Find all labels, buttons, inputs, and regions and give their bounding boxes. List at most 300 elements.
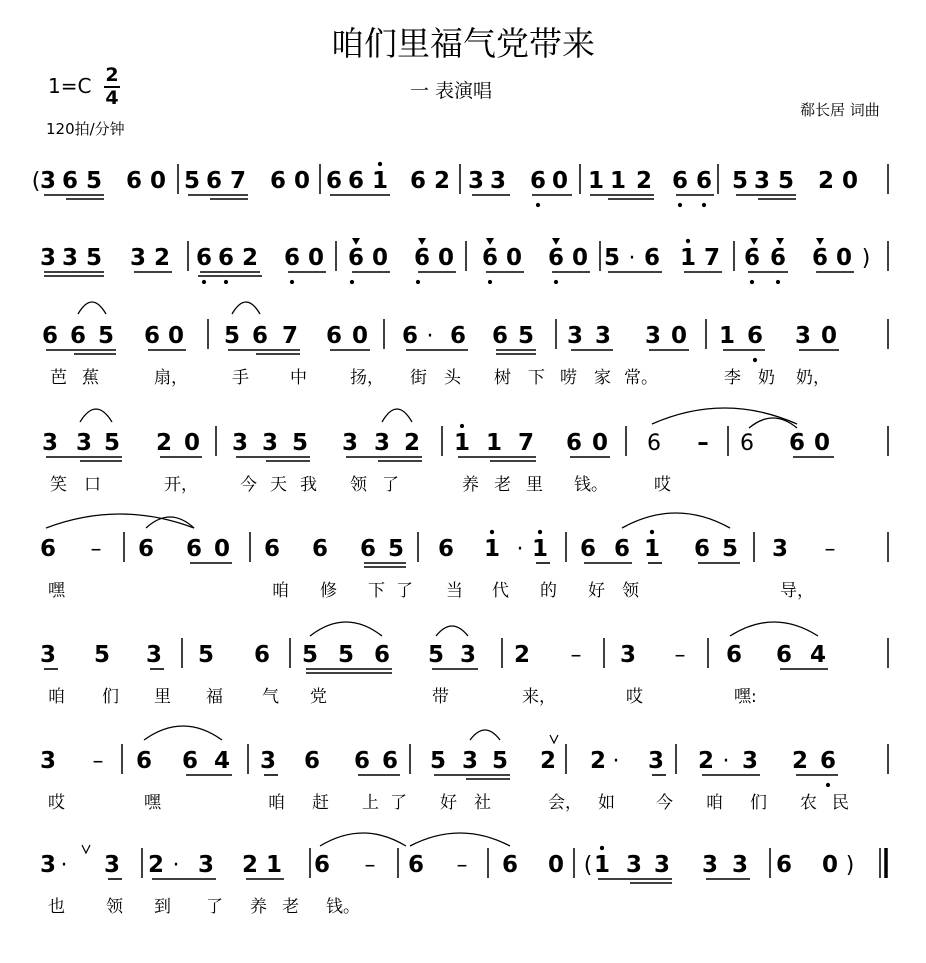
note-3-5: 0 — [167, 323, 185, 349]
note-2-2: 3 — [61, 245, 79, 271]
note-4-15: 6 — [565, 430, 583, 456]
note-2-27: 0 — [835, 245, 853, 271]
note-2-3: 5 — [85, 245, 103, 271]
lyric-4-7: 领 — [350, 475, 367, 495]
high-octave-dot — [378, 162, 382, 166]
note-8-12: – — [456, 853, 468, 878]
note-5-3: 6 — [137, 536, 155, 562]
note-1-6: 0 — [149, 168, 167, 194]
note-4-5: 0 — [183, 430, 201, 456]
note-8-15: ( — [583, 853, 593, 878]
note-6-1: 3 — [39, 642, 57, 668]
lyric-8-1: 也 — [48, 897, 65, 917]
note-5-19: 3 — [771, 536, 789, 562]
slur-arc — [144, 726, 222, 740]
lyric-8-3: 到 — [154, 897, 171, 917]
slur-arc — [46, 514, 194, 528]
note-3-7: 6 — [251, 323, 269, 349]
note-8-20: 3 — [731, 852, 749, 878]
note-8-8: 1 — [265, 852, 283, 878]
note-2-13: 6 — [413, 245, 431, 271]
lyric-3-6: 扬， — [350, 368, 384, 388]
accent-mark — [776, 238, 784, 245]
note-3-18: 3 — [644, 323, 662, 349]
note-1-5: 6 — [125, 168, 143, 194]
low-octave-dot — [536, 203, 540, 207]
note-3-3: 5 — [97, 323, 115, 349]
note-7-21: 6 — [819, 748, 837, 774]
lyric-5-8: 的 — [540, 581, 557, 601]
note-1-4: 5 — [85, 168, 103, 194]
accent-mark — [418, 238, 426, 245]
note-3-22: 3 — [794, 323, 812, 349]
note-5-8: 6 — [359, 536, 377, 562]
note-8-16: 1 — [593, 852, 611, 878]
note-8-5: · — [172, 853, 180, 878]
note-5-1: 6 — [39, 536, 57, 562]
note-1-9: 7 — [229, 168, 247, 194]
lyric-7-3: 咱 — [268, 793, 285, 813]
note-2-17: 6 — [547, 245, 565, 271]
note-1-17: 3 — [467, 168, 485, 194]
note-7-16: 3 — [647, 748, 665, 774]
lyric-4-11: 里 — [526, 475, 543, 495]
note-7-17: 2 — [697, 748, 715, 774]
lyric-3-3: 扇， — [154, 368, 188, 388]
lyric-7-5: 上 — [362, 793, 379, 813]
note-7-20: 2 — [791, 748, 809, 774]
lyric-5-9: 好 — [588, 581, 605, 601]
note-2-24: 6 — [743, 245, 761, 271]
high-octave-dot — [600, 846, 604, 850]
lyric-8-6: 老 — [282, 897, 299, 917]
note-2-19: 5 — [603, 245, 621, 271]
note-1-1: ( — [31, 169, 41, 194]
note-4-20: 6 — [788, 430, 806, 456]
lyric-7-13: 们 — [750, 793, 767, 813]
note-8-11: 6 — [407, 852, 425, 878]
note-1-29: 2 — [817, 168, 835, 194]
lyric-6-7: 带 — [432, 687, 449, 707]
lyric-7-14: 农 — [800, 793, 817, 813]
note-7-2: – — [92, 749, 104, 774]
lyric-7-11: 今 — [656, 793, 673, 813]
slur-arc — [232, 302, 260, 314]
note-2-18: 0 — [571, 245, 589, 271]
note-8-9: 6 — [313, 852, 331, 878]
lyric-6-4: 福 — [206, 687, 223, 707]
lyric-4-13: 哎 — [654, 475, 671, 495]
slur-arc — [410, 833, 510, 846]
low-octave-dot — [488, 280, 492, 284]
note-2-22: 1 — [679, 245, 697, 271]
lyric-5-1: 嘿 — [48, 581, 65, 601]
lyric-6-8: 来， — [522, 687, 556, 707]
slur-arc — [470, 730, 500, 740]
note-7-8: 6 — [353, 748, 371, 774]
note-2-12: 0 — [371, 245, 389, 271]
note-4-17: 6 — [647, 431, 661, 456]
lyric-7-10: 如 — [598, 793, 615, 813]
note-1-24: 6 — [671, 168, 689, 194]
note-7-5: 4 — [213, 748, 231, 774]
note-3-11: 6 — [401, 323, 419, 349]
note-8-23: ) — [845, 853, 855, 878]
note-2-11: 6 — [347, 245, 365, 271]
note-3-13: 6 — [449, 323, 467, 349]
note-6-6: 5 — [301, 642, 319, 668]
note-4-2: 3 — [75, 430, 93, 456]
lyric-4-10: 老 — [494, 475, 511, 495]
low-octave-dot — [416, 280, 420, 284]
note-7-10: 5 — [429, 748, 447, 774]
note-4-6: 3 — [231, 430, 249, 456]
note-6-2: 5 — [93, 642, 111, 668]
low-octave-dot — [554, 280, 558, 284]
note-5-5: 0 — [213, 536, 231, 562]
low-octave-dot — [702, 203, 706, 207]
note-3-21: 6 — [746, 323, 764, 349]
low-octave-dot — [776, 280, 780, 284]
lyric-3-7: 街 — [410, 368, 427, 388]
note-1-18: 3 — [489, 168, 507, 194]
note-4-4: 2 — [155, 430, 173, 456]
note-4-3: 5 — [103, 430, 121, 456]
note-5-13: 1 — [531, 536, 549, 562]
note-7-11: 3 — [461, 748, 479, 774]
note-4-19: 6 — [740, 431, 754, 456]
note-4-18: – — [697, 430, 709, 456]
note-5-7: 6 — [311, 536, 329, 562]
note-1-20: 0 — [551, 168, 569, 194]
note-8-13: 6 — [501, 852, 519, 878]
note-2-10: 0 — [307, 245, 325, 271]
performance-type: 一 表演唱 — [410, 80, 493, 102]
lyric-7-9: 会， — [548, 793, 582, 813]
low-octave-dot — [224, 280, 228, 284]
slur-arc — [382, 409, 412, 422]
low-octave-dot — [826, 783, 830, 787]
lyric-6-5: 气 — [262, 687, 279, 707]
note-6-5: 6 — [253, 642, 271, 668]
low-octave-dot — [750, 280, 754, 284]
slur-arc — [320, 833, 406, 846]
slur-arc — [652, 408, 797, 424]
slur-arc — [310, 622, 382, 636]
note-2-25: 6 — [769, 245, 787, 271]
lyric-3-2: 蕉 — [82, 368, 99, 388]
lyric-3-15: 奶 — [758, 368, 775, 388]
note-1-21: 1 — [587, 168, 605, 194]
lyric-5-6: 当 — [446, 581, 463, 601]
note-6-15: 6 — [725, 642, 743, 668]
note-8-7: 2 — [241, 852, 259, 878]
note-7-18: · — [722, 749, 730, 774]
lyric-5-5: 了 — [396, 581, 413, 601]
lyric-4-9: 养 — [462, 475, 479, 495]
time-signature-bottom: 4 — [105, 87, 119, 109]
note-6-14: – — [674, 643, 686, 668]
note-6-9: 5 — [427, 642, 445, 668]
lyric-3-16: 奶， — [796, 368, 830, 388]
note-5-16: 1 — [643, 536, 661, 562]
note-2-26: 6 — [811, 245, 829, 271]
key-signature: 1=C — [48, 74, 92, 98]
lyric-3-11: 唠 — [560, 368, 577, 388]
note-8-4: 2 — [147, 852, 165, 878]
note-2-1: 3 — [39, 245, 57, 271]
note-3-6: 5 — [223, 323, 241, 349]
lyric-5-2: 咱 — [272, 581, 289, 601]
lyric-7-1: 哎 — [48, 793, 65, 813]
accent-mark — [750, 238, 758, 245]
low-octave-dot — [202, 280, 206, 284]
lyric-4-12: 钱。 — [574, 475, 608, 495]
note-1-19: 6 — [529, 168, 547, 194]
note-1-15: 6 — [409, 168, 427, 194]
note-3-15: 5 — [517, 323, 535, 349]
lyric-5-3: 修 — [320, 581, 337, 601]
note-6-10: 3 — [459, 642, 477, 668]
note-3-10: 0 — [351, 323, 369, 349]
note-1-7: 5 — [183, 168, 201, 194]
high-octave-dot — [686, 239, 690, 243]
note-1-2: 3 — [39, 168, 57, 194]
lyric-3-1: 芭 — [50, 368, 67, 388]
note-1-22: 1 — [609, 168, 627, 194]
note-7-6: 3 — [259, 748, 277, 774]
note-6-7: 5 — [337, 642, 355, 668]
note-8-19: 3 — [701, 852, 719, 878]
note-7-12: 5 — [491, 748, 509, 774]
note-7-13: 2 — [539, 748, 557, 774]
note-4-8: 5 — [291, 430, 309, 456]
lyric-4-5: 天 — [270, 475, 287, 495]
lyric-3-8: 头 — [444, 368, 461, 388]
high-octave-dot — [490, 530, 494, 534]
lyric-3-10: 下 — [528, 368, 545, 388]
lyric-8-2: 领 — [106, 897, 123, 917]
note-1-23: 2 — [635, 168, 653, 194]
lyric-4-6: 我 — [300, 475, 317, 495]
note-2-23: 7 — [703, 245, 721, 271]
accent-mark — [552, 238, 560, 245]
note-2-4: 3 — [129, 245, 147, 271]
note-3-2: 6 — [69, 323, 87, 349]
lyric-8-7: 钱。 — [326, 897, 360, 917]
note-2-14: 0 — [437, 245, 455, 271]
note-3-17: 3 — [594, 323, 612, 349]
high-octave-dot — [460, 424, 464, 428]
note-4-9: 3 — [341, 430, 359, 456]
note-8-1: 3 — [39, 852, 57, 878]
lyric-3-4: 手 — [232, 368, 249, 388]
note-4-1: 3 — [41, 430, 59, 456]
note-3-1: 6 — [41, 323, 59, 349]
note-1-25: 6 — [695, 168, 713, 194]
note-5-11: 1 — [483, 536, 501, 562]
lyric-7-7: 好 — [440, 793, 457, 813]
note-3-4: 6 — [143, 323, 161, 349]
note-4-14: 7 — [517, 430, 535, 456]
lyric-3-5: 中 — [290, 368, 307, 388]
note-8-17: 3 — [625, 852, 643, 878]
note-6-4: 5 — [197, 642, 215, 668]
note-1-8: 6 — [205, 168, 223, 194]
note-6-3: 3 — [145, 642, 163, 668]
note-4-7: 3 — [261, 430, 279, 456]
lyric-5-7: 代 — [492, 581, 509, 601]
lyric-3-9: 树 — [494, 368, 511, 388]
note-1-26: 5 — [731, 168, 749, 194]
breath-mark — [550, 735, 558, 743]
song-title: 咱们里福气党带来 — [331, 24, 595, 63]
note-5-12: · — [516, 537, 524, 562]
note-8-22: 0 — [821, 852, 839, 878]
note-1-28: 5 — [777, 168, 795, 194]
note-5-2: – — [90, 537, 102, 562]
note-1-10: 6 — [269, 168, 287, 194]
note-8-2: · — [60, 853, 68, 878]
note-5-14: 6 — [579, 536, 597, 562]
low-octave-dot — [678, 203, 682, 207]
note-5-6: 6 — [263, 536, 281, 562]
lyric-7-2: 嘿 — [144, 793, 161, 813]
note-1-27: 3 — [753, 168, 771, 194]
lyric-7-8: 社 — [474, 793, 491, 813]
low-octave-dot — [350, 280, 354, 284]
note-1-16: 2 — [433, 168, 451, 194]
lyric-7-6: 了 — [390, 793, 407, 813]
note-7-9: 6 — [381, 748, 399, 774]
note-4-10: 3 — [373, 430, 391, 456]
slur-arc — [622, 513, 730, 528]
note-5-10: 6 — [437, 536, 455, 562]
note-3-20: 1 — [718, 323, 736, 349]
note-7-4: 6 — [181, 748, 199, 774]
note-4-16: 0 — [591, 430, 609, 456]
note-3-19: 0 — [670, 323, 688, 349]
lyric-3-14: 李 — [724, 368, 741, 388]
note-1-14: 1 — [371, 168, 389, 194]
lyric-8-4: 了 — [206, 897, 223, 917]
lyric-6-10: 嘿: — [734, 687, 757, 707]
note-2-6: 6 — [195, 245, 213, 271]
note-1-3: 6 — [61, 168, 79, 194]
note-8-6: 3 — [197, 852, 215, 878]
note-7-15: · — [612, 749, 620, 774]
accent-mark — [352, 238, 360, 245]
accent-mark — [816, 238, 824, 245]
note-2-20: · — [628, 246, 636, 271]
lyric-3-13: 常。 — [624, 368, 658, 388]
tempo-marking: 120拍/分钟 — [46, 120, 125, 138]
lyric-7-15: 民 — [832, 793, 849, 813]
note-1-30: 0 — [841, 168, 859, 194]
lyric-6-9: 哎 — [626, 687, 643, 707]
note-5-4: 6 — [185, 536, 203, 562]
note-3-12: · — [426, 324, 434, 349]
lyric-6-3: 里 — [154, 687, 171, 707]
note-8-21: 6 — [775, 852, 793, 878]
high-octave-dot — [538, 530, 542, 534]
note-4-11: 2 — [403, 430, 421, 456]
note-8-14: 0 — [547, 852, 565, 878]
lyric-8-5: 养 — [250, 897, 267, 917]
note-2-15: 6 — [481, 245, 499, 271]
note-6-17: 4 — [809, 642, 827, 668]
note-1-11: 0 — [293, 168, 311, 194]
lyric-4-4: 今 — [240, 475, 257, 495]
breath-mark — [82, 845, 90, 853]
slur-arc — [80, 409, 112, 422]
note-7-14: 2 — [589, 748, 607, 774]
lyric-4-1: 笑 — [50, 475, 67, 495]
lyric-3-12: 家 — [594, 368, 611, 388]
note-1-12: 6 — [325, 168, 343, 194]
lyric-6-1: 咱 — [48, 687, 65, 707]
note-4-12: 1 — [453, 430, 471, 456]
note-7-19: 3 — [741, 748, 759, 774]
note-7-3: 6 — [135, 748, 153, 774]
note-6-12: – — [570, 643, 582, 668]
note-6-13: 3 — [619, 642, 637, 668]
note-3-23: 0 — [820, 323, 838, 349]
lyric-7-4: 赶 — [312, 793, 329, 813]
note-5-9: 5 — [387, 536, 405, 562]
note-5-18: 5 — [721, 536, 739, 562]
note-5-15: 6 — [613, 536, 631, 562]
note-2-21: 6 — [643, 245, 661, 271]
note-8-3: 3 — [103, 852, 121, 878]
lyric-4-2: 口 — [84, 475, 101, 495]
note-6-16: 6 — [775, 642, 793, 668]
slur-arc — [78, 302, 106, 314]
lyric-5-10: 领 — [622, 581, 639, 601]
note-5-17: 6 — [693, 536, 711, 562]
note-8-18: 3 — [653, 852, 671, 878]
lyric-4-8: 了 — [382, 475, 399, 495]
note-4-21: 0 — [813, 430, 831, 456]
slur-arc — [730, 622, 818, 636]
lyric-5-4: 下 — [368, 581, 385, 601]
note-5-20: – — [824, 537, 836, 562]
note-7-1: 3 — [39, 748, 57, 774]
note-3-8: 7 — [281, 323, 299, 349]
note-3-9: 6 — [325, 323, 343, 349]
note-3-14: 6 — [491, 323, 509, 349]
accent-mark — [486, 238, 494, 245]
note-8-10: – — [364, 853, 376, 878]
note-2-8: 2 — [241, 245, 259, 271]
lyric-6-6: 党 — [310, 687, 327, 707]
lyric-7-12: 咱 — [706, 793, 723, 813]
slur-arc — [749, 418, 797, 428]
note-2-5: 2 — [153, 245, 171, 271]
note-3-16: 3 — [566, 323, 584, 349]
note-2-9: 6 — [283, 245, 301, 271]
note-1-13: 6 — [347, 168, 365, 194]
lyric-4-3: 开， — [164, 475, 198, 495]
composer-credit: 郗长居 词曲 — [800, 101, 880, 119]
slur-arc — [146, 517, 194, 528]
note-4-13: 1 — [485, 430, 503, 456]
lyric-6-2: 们 — [102, 687, 119, 707]
slur-arc — [436, 626, 468, 636]
note-2-28: ) — [861, 246, 871, 271]
note-7-7: 6 — [303, 748, 321, 774]
note-2-16: 0 — [505, 245, 523, 271]
